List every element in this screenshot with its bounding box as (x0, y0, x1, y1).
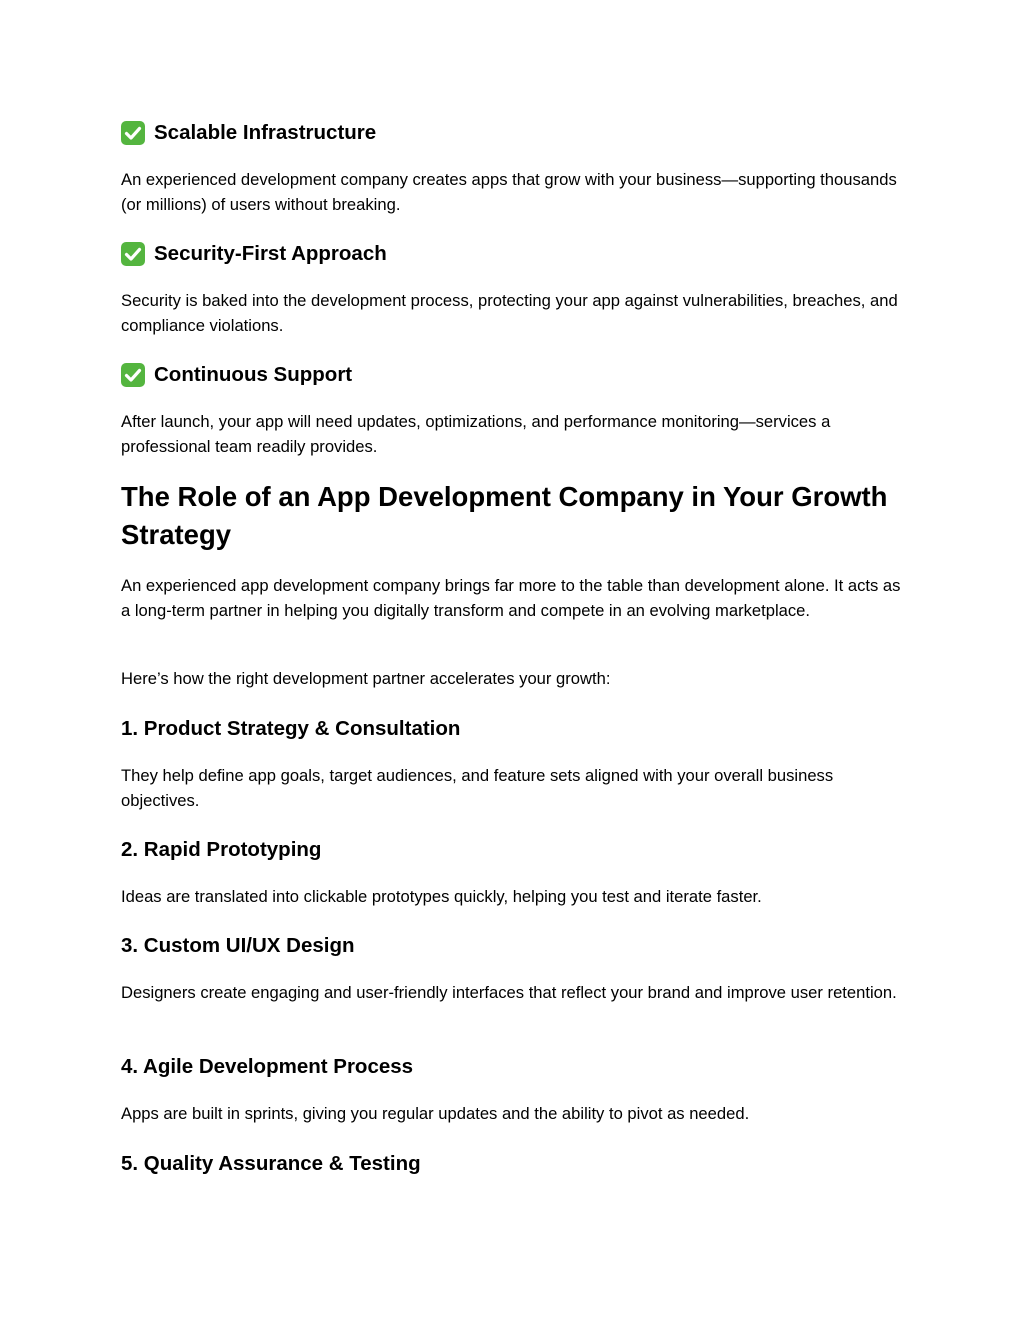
item-body: Designers create engaging and user-friendly interfaces that reflect your brand and improve user retention. (121, 983, 897, 1002)
section-body-scalable: An experienced development company creates apps that grow with your business—supporting thousands (or millions) of users without breaking. (121, 170, 897, 214)
role-intro: An experienced app development company brings far more to the table than development alone. It acts as a long-term partner in helping you digitally transform and compete in an evolving marketplace. (121, 576, 901, 620)
section-title: Security-First Approach (154, 242, 387, 265)
item-heading: 5. Quality Assurance & Testing (121, 1152, 421, 1175)
item-heading: 2. Rapid Prototyping (121, 838, 322, 861)
item-body: Ideas are translated into clickable prototypes quickly, helping you test and iterate faster. (121, 887, 762, 906)
section-heading-scalable (121, 120, 911, 146)
item-heading: 1. Product Strategy & Consultation (121, 717, 461, 740)
section-heading-support (121, 362, 911, 388)
item-heading: 3. Custom UI/UX Design (121, 934, 355, 957)
item-body: Apps are built in sprints, giving you regular updates and the ability to pivot as needed. (121, 1104, 750, 1123)
role-heading: The Role of an App Development Company in Your Growth Strategy (121, 481, 888, 550)
section-heading-security (121, 241, 911, 267)
check-mark-button-icon (121, 242, 145, 266)
role-lead: Here’s how the right development partner accelerates your growth: (121, 669, 611, 688)
check-mark-button-icon (121, 363, 145, 387)
section-title: Continuous Support (154, 363, 353, 386)
section-body-security: Security is baked into the development process, protecting your app against vulnerabilities, breaches, and compliance violations. (121, 291, 898, 335)
section-title: Scalable Infrastructure (154, 121, 377, 144)
section-body-support: After launch, your app will need updates, optimizations, and performance monitoring—services a professional team readily provides. (121, 412, 831, 456)
check-mark-button-icon (121, 121, 145, 145)
item-heading: 4. Agile Development Process (121, 1055, 414, 1078)
item-body: They help define app goals, target audiences, and feature sets aligned with your overall business objectives. (121, 766, 834, 810)
